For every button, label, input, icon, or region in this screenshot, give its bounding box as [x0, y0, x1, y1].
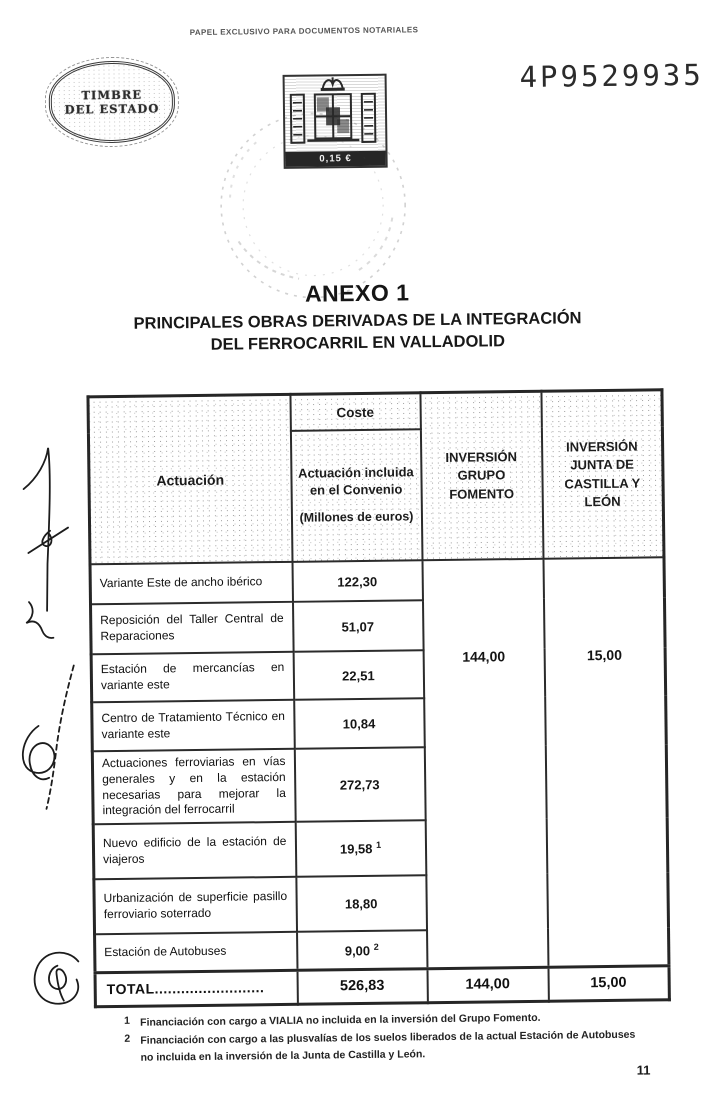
footnote: [124, 1027, 636, 1066]
column-header-inversion-junta: INVERSIÓN JUNTA DE CASTILLA Y LEÓN: [541, 390, 664, 559]
column-header-actuacion: Actuación: [88, 394, 292, 564]
table-row: [90, 557, 664, 604]
inversion-fomento-cell: 144,00: [422, 559, 548, 968]
page-number: 11: [637, 1062, 651, 1077]
footnotes: [124, 1009, 637, 1068]
footnote-text: Financiación con cargo a VIALIA no incluida en la inversión del Grupo Fomento.: [140, 1010, 541, 1031]
footnote-number: 1: [124, 1015, 140, 1031]
total-coste: 526,83: [297, 968, 427, 1004]
inversion-junta-cell: 15,00: [543, 557, 669, 966]
column-header-coste: Coste: [290, 393, 420, 431]
coste-cell: 51,07: [292, 600, 423, 652]
paper-notice: PAPEL EXCLUSIVO PARA DOCUMENTOS NOTARIALES: [169, 25, 439, 37]
actuacion-cell: Centro de Tratamiento Técnico en variante este: [92, 700, 295, 751]
coste-cell: 10,84: [294, 698, 425, 749]
coste-cell: 22,51: [293, 650, 424, 700]
coste-subheader-text: Actuación incluida en el Convenio: [298, 465, 414, 499]
total-fomento: 144,00: [427, 967, 548, 1002]
footnote-number: 2: [124, 1033, 140, 1066]
timbre-stamp-text: TIMBRE: [81, 88, 142, 103]
actuacion-cell: Urbanización de superficie pasillo ferroviario soterrado: [94, 877, 297, 934]
obras-table: [86, 388, 670, 1008]
annex-title: ANEXO 1: [0, 276, 717, 312]
actuacion-cell: Variante Este de ancho ibérico: [90, 562, 292, 604]
actuacion-cell: Reposición del Taller Central de Reparaciones: [91, 602, 294, 654]
actuacion-cell: Estación de mercancías en variante este: [91, 652, 294, 702]
coste-cell: 9,00 $^2$: [297, 930, 427, 970]
coste-cell: 19,58 $^1$: [295, 820, 426, 877]
coste-cell: 272,73: [294, 747, 425, 822]
column-header-inversion-fomento: INVERSIÓN GRUPO FOMENTO: [420, 391, 543, 560]
timbre-stamp-text: DEL ESTADO: [65, 101, 160, 116]
coste-cell: 18,80: [296, 875, 427, 932]
subtitle-line: DEL FERROCARRIL EN VALLADOLID: [0, 328, 718, 359]
column-subheader-coste: [290, 429, 422, 562]
subtitle-line: PRINCIPALES OBRAS DERIVADAS DE LA INTEGRACIÓN: [0, 307, 718, 338]
total-label: TOTAL.........................: [95, 970, 297, 1006]
tax-stamp-value: 0,15 €: [285, 151, 385, 167]
coste-cell: 122,30: [292, 560, 422, 602]
actuacion-cell: Estación de Autobuses: [95, 932, 297, 972]
footnote-text: Financiación con cargo a las plusvalías de los suelos liberados de la actual Estación de Autobuses no incluida en la inversión de la Junta de Castilla y León.: [140, 1027, 636, 1066]
serial-number: 4P9529935: [519, 58, 704, 94]
actuacion-cell: Nuevo edificio de la estación de viajeros: [93, 822, 296, 879]
timbre-del-estado-stamp: [48, 60, 175, 144]
coste-unit-text: (Millones de euros): [298, 509, 414, 526]
document-subtitle: [0, 307, 718, 359]
total-junta: 15,00: [548, 965, 669, 1000]
actuacion-cell: Actuaciones ferroviarias en vías generales y en la estación necesarias para mejorar la integración del ferrocarril: [92, 749, 295, 824]
total-row: [95, 965, 669, 1006]
